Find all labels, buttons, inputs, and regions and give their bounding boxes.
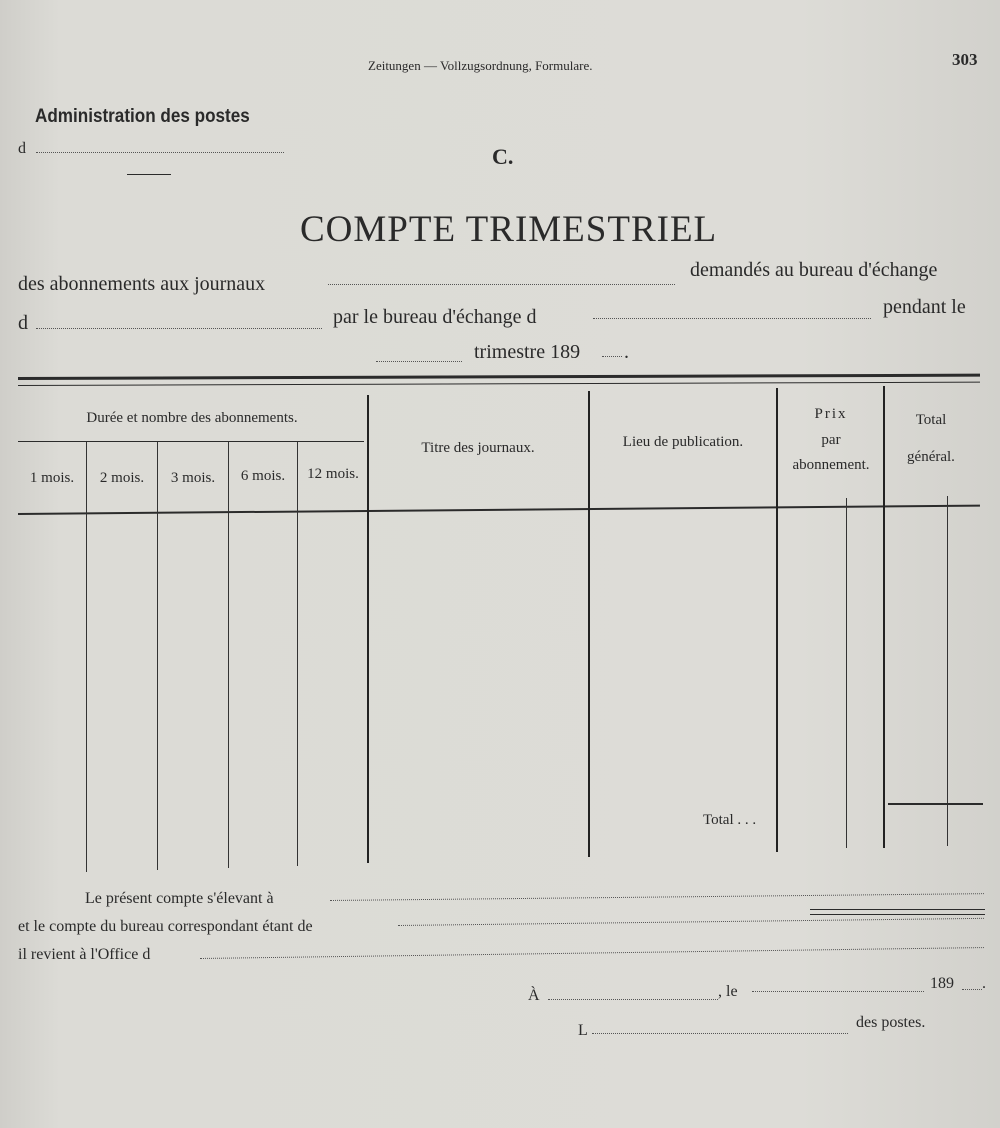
total-label: Total . . . [703,812,757,828]
quarter-field[interactable] [376,361,462,362]
intro-line2-c: pendant le [883,296,966,318]
subtotal-rule-2 [810,914,985,915]
col-3-mois: 3 mois. [170,470,216,486]
signature-field[interactable] [592,1033,848,1034]
date-year: 189 [930,975,954,992]
intro-line2-a: d [18,312,28,334]
running-title: Zeitungen — Vollzugsordnung, Formulare. [368,58,593,73]
footer-line3: il revient à l'Office d [18,946,151,963]
place-field[interactable] [548,999,718,1000]
col-12-mois: 12 mois. [307,466,359,482]
date-year-suffix-field[interactable] [962,989,982,990]
divider-2-3 [157,442,158,870]
duration-group-header: Durée et nombre des abonnements. [86,410,298,426]
footer-line2: et le compte du bureau correspondant étant de [18,918,313,935]
date-year-end: . [982,975,986,992]
page-title: COMPTE TRIMESTRIEL [300,209,718,250]
col-total-line1: Total [915,412,947,428]
col-titre-journaux: Titre des journaux. [421,440,535,456]
admin-divider [127,174,171,175]
admin-place-field[interactable] [36,152,284,153]
divider-duration-titre [367,395,369,863]
col-prix-line2: par [821,432,841,448]
col-6-mois: 6 mois. [240,468,286,484]
journals-field[interactable] [328,284,675,285]
administration-title: Administration des postes [35,106,250,127]
office-balance-field[interactable] [200,947,984,959]
divider-3-6 [228,442,229,868]
page-number: 303 [952,50,978,69]
intro-line3-end: . [624,341,629,363]
signature-l: L [578,1022,588,1039]
correspondent-amount-field[interactable] [398,918,984,926]
admin-prefix-d: d [18,140,26,157]
year-suffix-field[interactable] [602,356,622,357]
col-2-mois: 2 mois. [99,470,145,486]
date-field[interactable] [752,991,924,992]
table-top-rule [18,374,980,380]
divider-6-12 [297,442,298,866]
intro-line1-b: demandés au bureau d'échange [690,259,938,281]
divider-1-2 [86,442,87,872]
footer-line1: Le présent compte s'élevant à [85,890,274,907]
divider-titre-lieu [588,391,590,857]
intro-line1-a: des abonnements aux journaux [18,273,266,295]
exchange-office-field-2[interactable] [593,318,871,319]
col-lieu-publication: Lieu de publication. [622,434,744,450]
amount-field[interactable] [330,893,984,901]
divider-total-cents [947,496,948,846]
intro-line2-b: par le bureau d'échange d [333,306,537,328]
col-prix-line3: abonnement. [792,457,870,473]
col-1-mois: 1 mois. [29,470,75,486]
col-prix-line1: Prix [814,406,848,422]
divider-lieu-prix [776,388,778,852]
signature-postes: des postes. [856,1014,926,1031]
total-sum-rule [888,803,983,805]
divider-prix-cents [846,498,847,848]
subtotal-rule-1 [810,909,985,910]
table-top-rule-thin [18,382,980,386]
form-letter: C. [492,144,514,169]
divider-prix-total [883,386,885,848]
total-value-cell[interactable] [888,806,980,846]
duration-subheader-rule [18,441,364,442]
table-header-rule [18,505,980,515]
col-total-line2: général. [907,449,955,465]
date-le-label: , le [718,983,738,1000]
exchange-office-field-1[interactable] [36,328,322,329]
place-label: À [528,987,540,1004]
intro-line3: trimestre 189 [474,341,581,363]
